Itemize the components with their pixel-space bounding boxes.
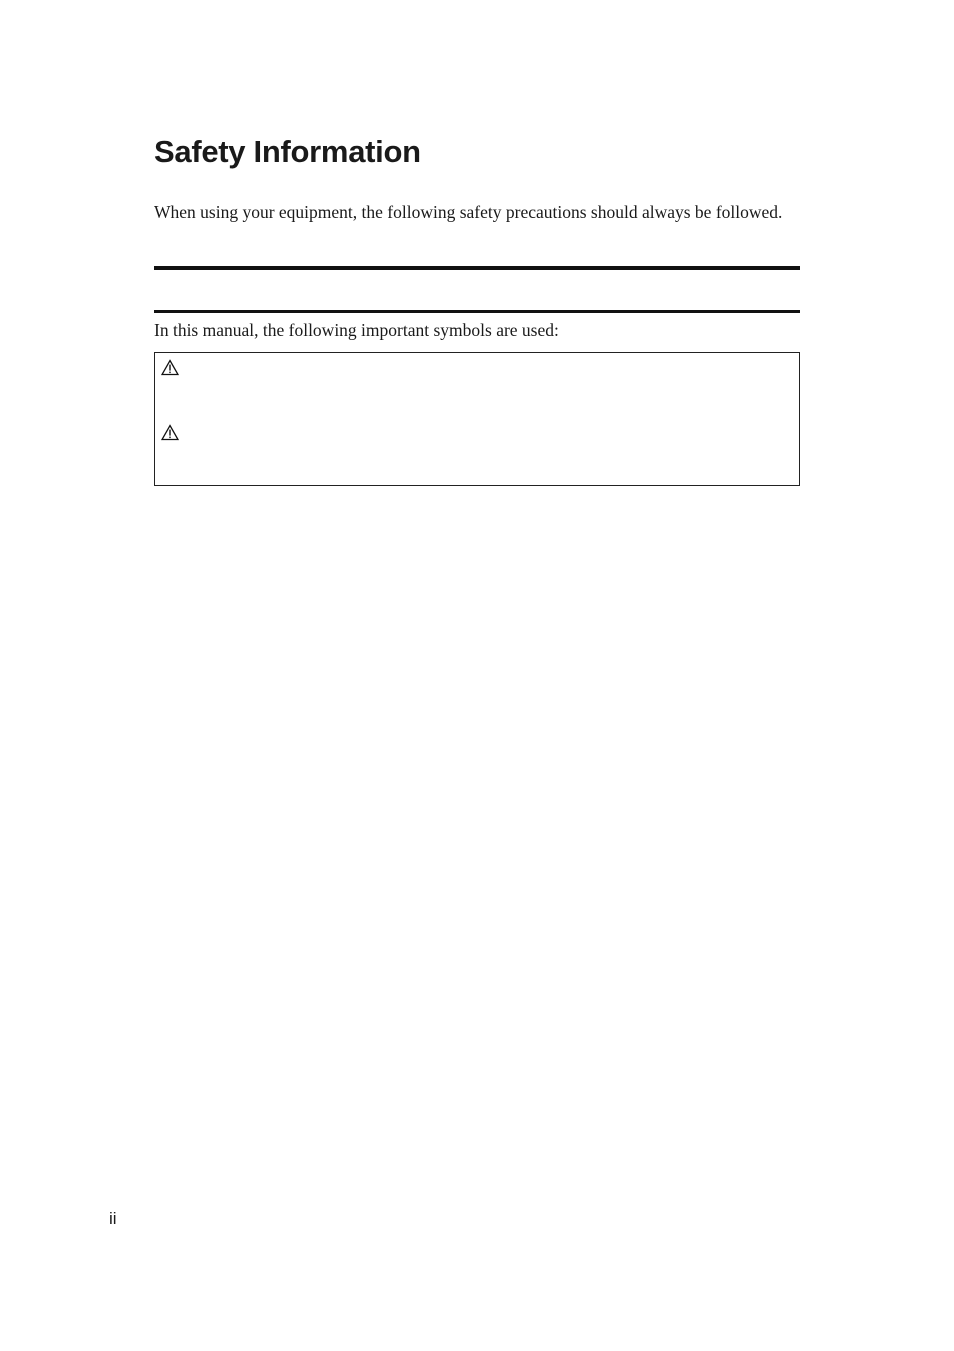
symbol-row-caution [161, 424, 179, 441]
symbols-intro: In this manual, the following important symbols are used: [154, 320, 559, 340]
caution-triangle-icon [161, 424, 179, 441]
warning-triangle-icon [161, 359, 179, 376]
page-title: Safety Information [154, 134, 421, 169]
symbol-legend-box [154, 352, 800, 486]
page-number: ii [109, 1209, 117, 1228]
section-rule-bottom [154, 310, 800, 313]
intro-paragraph: When using your equipment, the following safety precautions should always be followed. [154, 202, 783, 222]
section-rule-top [154, 266, 800, 270]
symbol-row-warning [161, 359, 179, 376]
